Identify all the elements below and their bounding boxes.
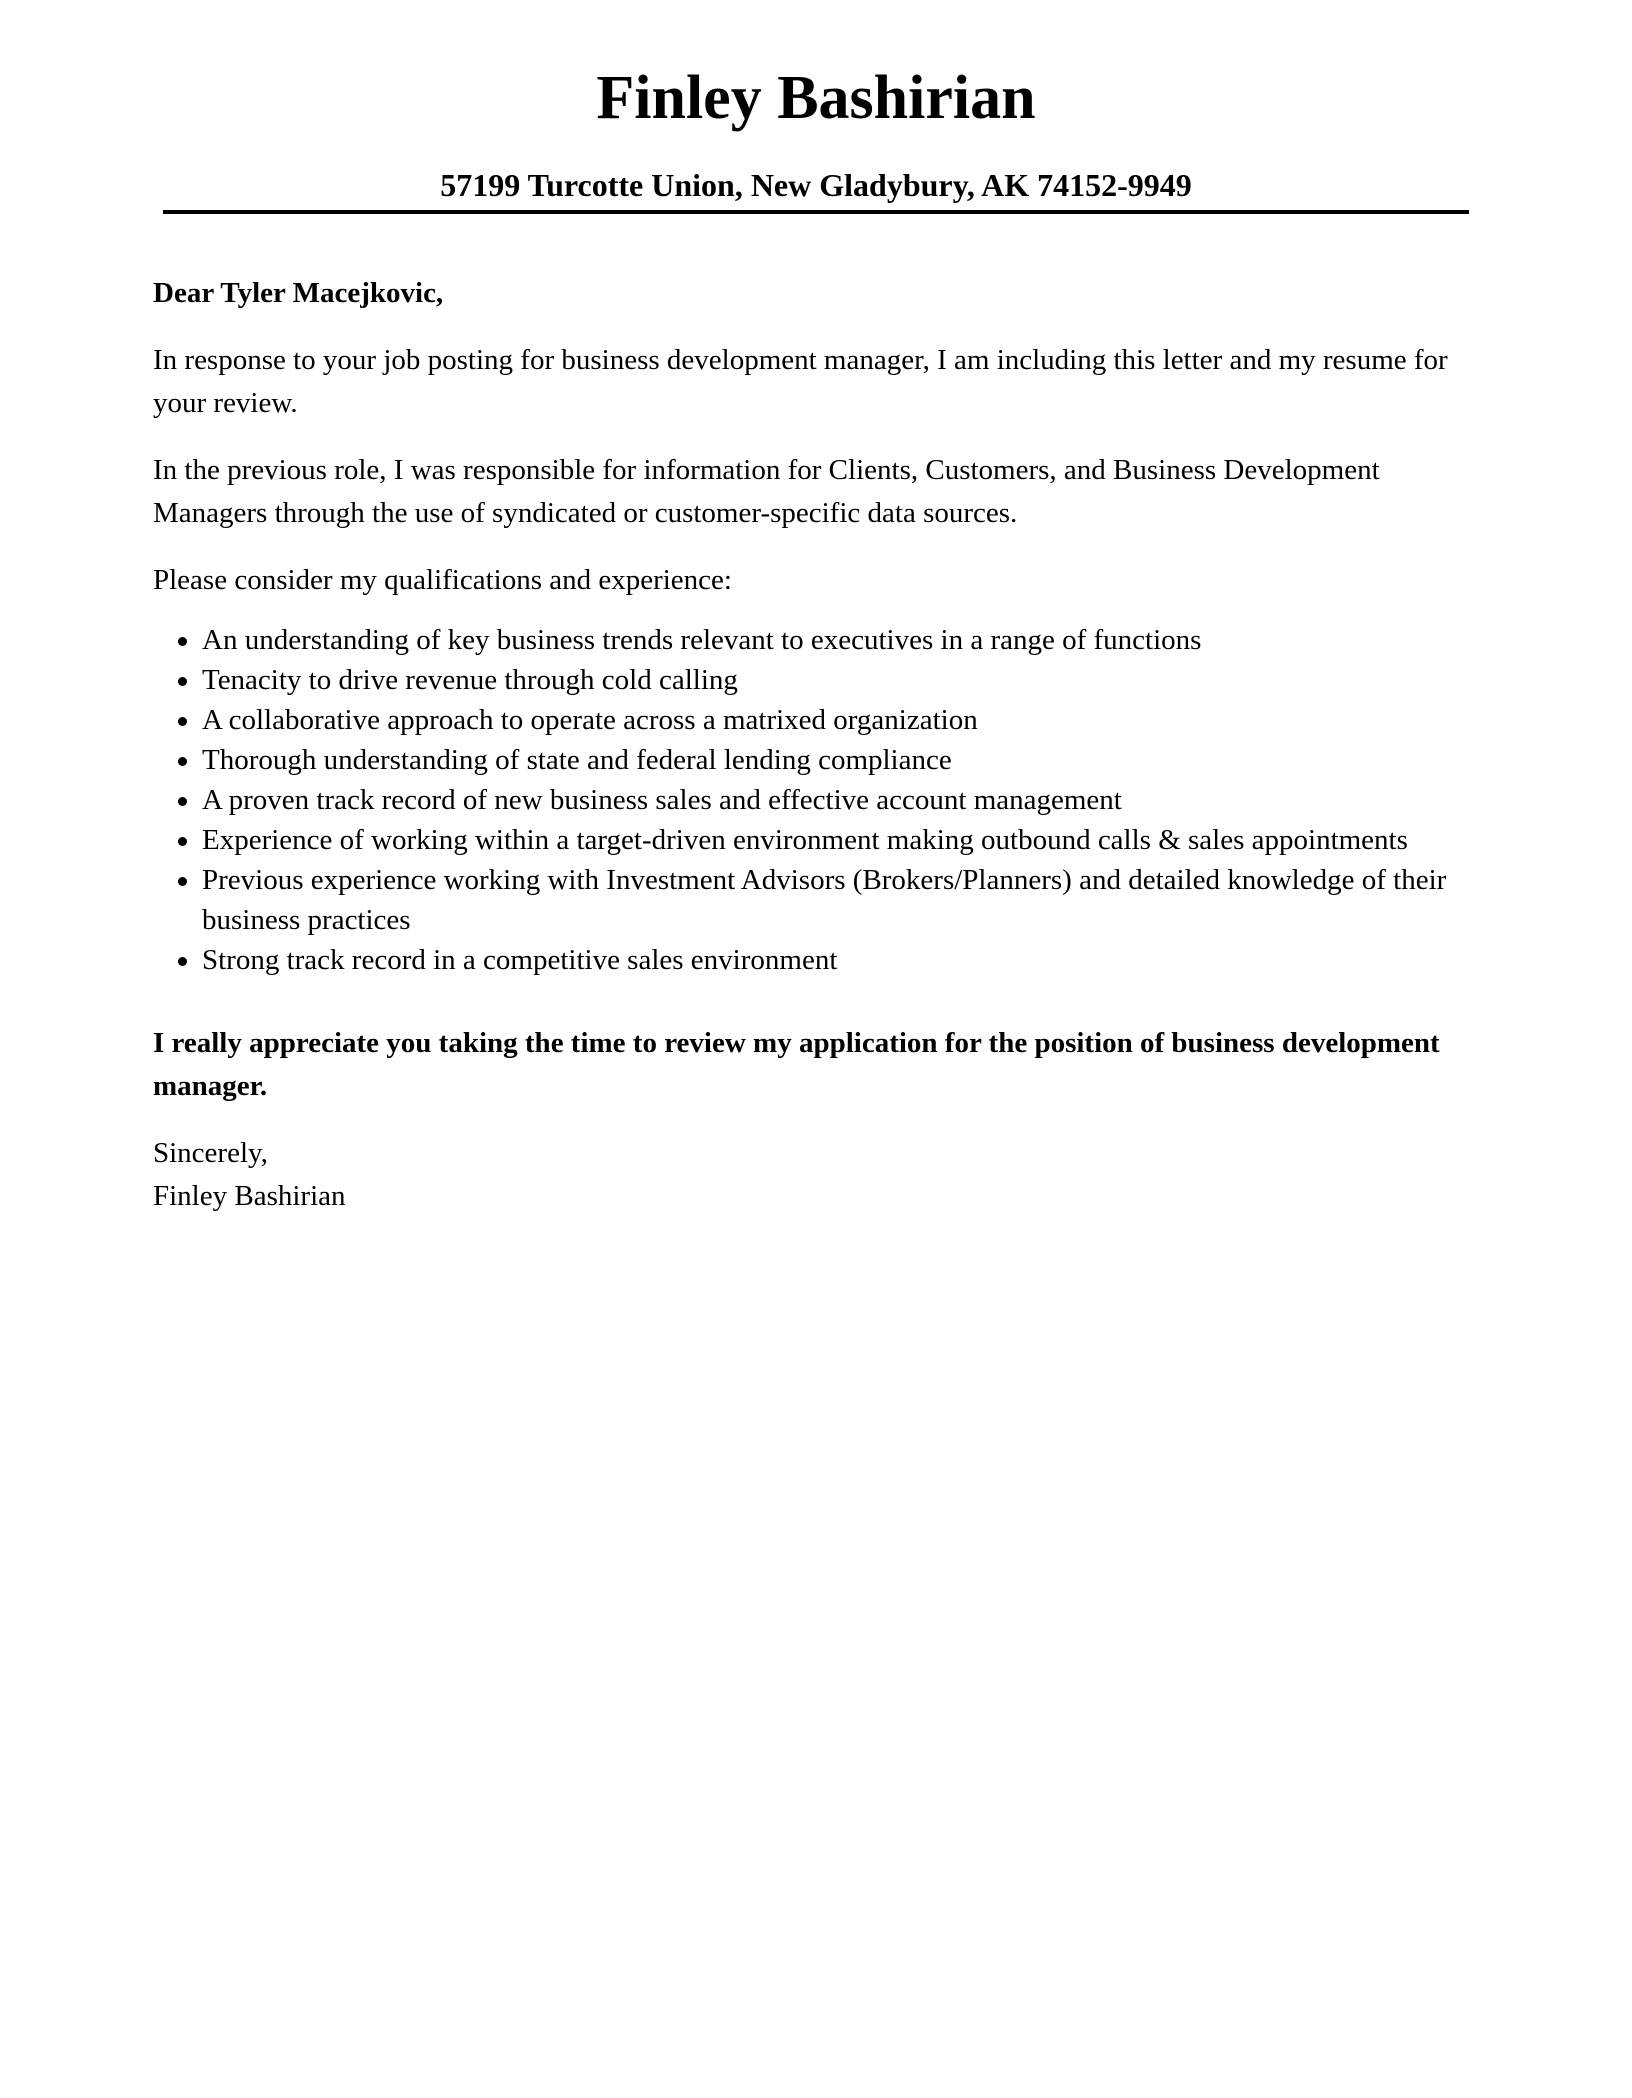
list-item-text: Thorough understanding of state and federal lending compliance [202, 744, 952, 776]
experience-paragraph: In the previous role, I was responsible for information for Clients, Customers, and Business Development Managers through the use of syndicated or customer-specific data sources. [153, 454, 1380, 529]
list-item [153, 620, 1483, 660]
salutation: Dear Tyler Macejkovic, [153, 277, 444, 309]
list-item [153, 700, 1483, 740]
bullet-icon [178, 677, 187, 686]
applicant-address: 57199 Turcotte Union, New Gladybury, AK 74152-9949 [440, 167, 1192, 203]
qualifications-lead-in: Please consider my qualifications and experience: [153, 564, 732, 596]
list-item-text: Previous experience working with Investment Advisors (Brokers/Planners) and detailed knowledge of their business practices [202, 864, 1447, 936]
bullet-icon [178, 877, 187, 886]
closing-paragraph: I really appreciate you taking the time to review my application for the position of business development manager. [153, 1027, 1440, 1102]
signoff: Sincerely, [153, 1137, 268, 1169]
list-item-text: Experience of working within a target-driven environment making outbound calls & sales appointments [202, 824, 1408, 856]
bullet-icon [178, 957, 187, 966]
list-item [153, 740, 1483, 780]
bullet-icon [178, 717, 187, 726]
letter-body [153, 272, 1483, 1218]
list-item [153, 860, 1483, 940]
intro-paragraph: In response to your job posting for business development manager, I am including this letter and my resume for your review. [153, 344, 1448, 419]
list-item-text: Tenacity to drive revenue through cold calling [202, 664, 738, 696]
bullet-icon [178, 637, 187, 646]
list-item-text: A proven track record of new business sales and effective account management [202, 784, 1122, 816]
list-item [153, 820, 1483, 860]
list-item [153, 940, 1483, 980]
list-item [153, 660, 1483, 700]
bullet-icon [178, 837, 187, 846]
bullet-icon [178, 757, 187, 766]
list-item [153, 780, 1483, 820]
applicant-name: Finley Bashirian [596, 64, 1036, 132]
list-item-text: Strong track record in a competitive sales environment [202, 944, 838, 976]
signature: Finley Bashirian [153, 1180, 346, 1212]
list-item-text: A collaborative approach to operate across a matrixed organization [202, 704, 978, 736]
list-item-text: An understanding of key business trends relevant to executives in a range of functions [202, 624, 1202, 656]
qualifications-list [153, 620, 1483, 980]
header-divider [163, 210, 1469, 214]
bullet-icon [178, 797, 187, 806]
